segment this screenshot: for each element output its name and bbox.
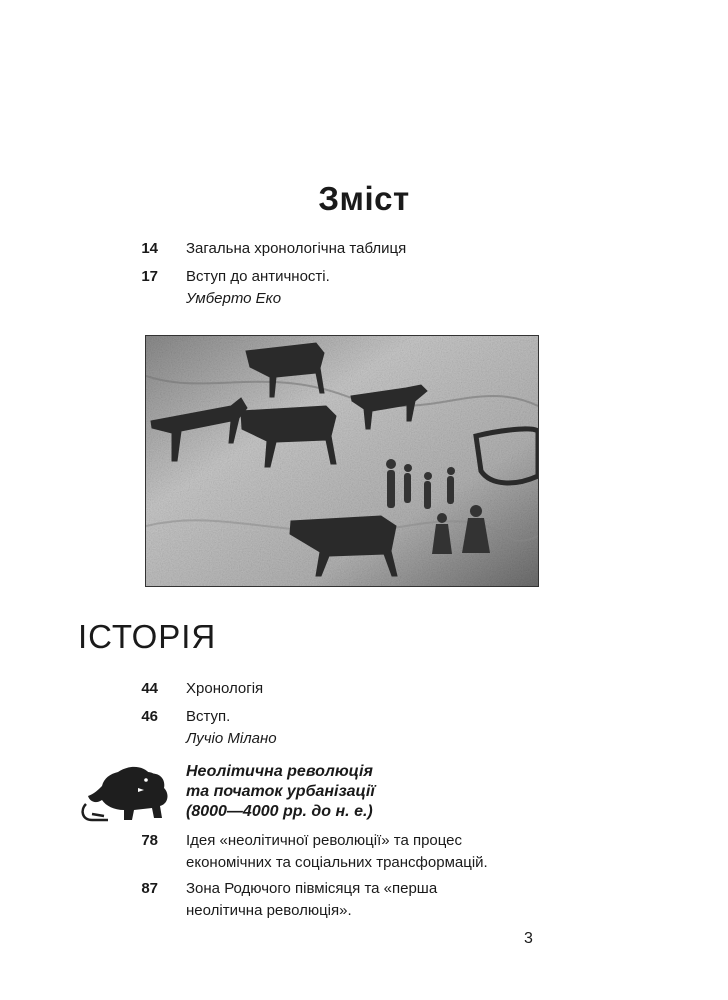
toc-page-number: 78 [141, 832, 158, 849]
toc-page-number: 44 [141, 680, 158, 697]
toc-entry-title: Загальна хронологічна таблиця [186, 240, 407, 257]
toc-entry-title-line: Зона Родючого півмісяця та «перша [186, 880, 438, 897]
toc-entry[interactable] [0, 266, 728, 310]
toc-entry-title: Хронологія [186, 680, 264, 697]
toc-entry-title: Вступ до античності. [186, 268, 330, 285]
toc-entry-title-line: Ідея «неолітичної революції» та процес [186, 832, 463, 849]
toc-page-number: 46 [141, 708, 158, 725]
toc-entry-author: Лучіо Мілано [186, 730, 277, 747]
toc-entry-title-line: неолітична революція». [186, 902, 352, 919]
toc-entry-title-line: економічних та соціальних трансформацій. [186, 854, 488, 871]
lion-figurine-icon [78, 764, 176, 828]
toc-page-number: 17 [141, 268, 158, 285]
toc-entry[interactable] [0, 830, 728, 874]
subsection-title-line: (8000—4000 рр. до н. е.) [186, 803, 373, 820]
toc-entry[interactable] [0, 678, 728, 700]
section-title: ІСТОРІЯ [78, 618, 217, 655]
toc-page-number: 14 [141, 240, 158, 257]
subsection-title-line: Неолітична революція [186, 763, 373, 780]
toc-page-number: 87 [141, 880, 158, 897]
toc-entry[interactable] [0, 878, 728, 922]
subsection-title-line: та початок урбанізації [186, 783, 375, 800]
page-title: Зміст [318, 180, 410, 217]
toc-entry-title: Вступ. [186, 708, 231, 725]
subsection-title [186, 762, 375, 822]
rock-art-cattle-herders-image [145, 335, 539, 587]
page-number: 3 [524, 930, 533, 947]
toc-entry[interactable] [0, 706, 728, 750]
toc-entry-author: Умберто Еко [186, 290, 282, 307]
toc-entry[interactable] [0, 238, 728, 260]
